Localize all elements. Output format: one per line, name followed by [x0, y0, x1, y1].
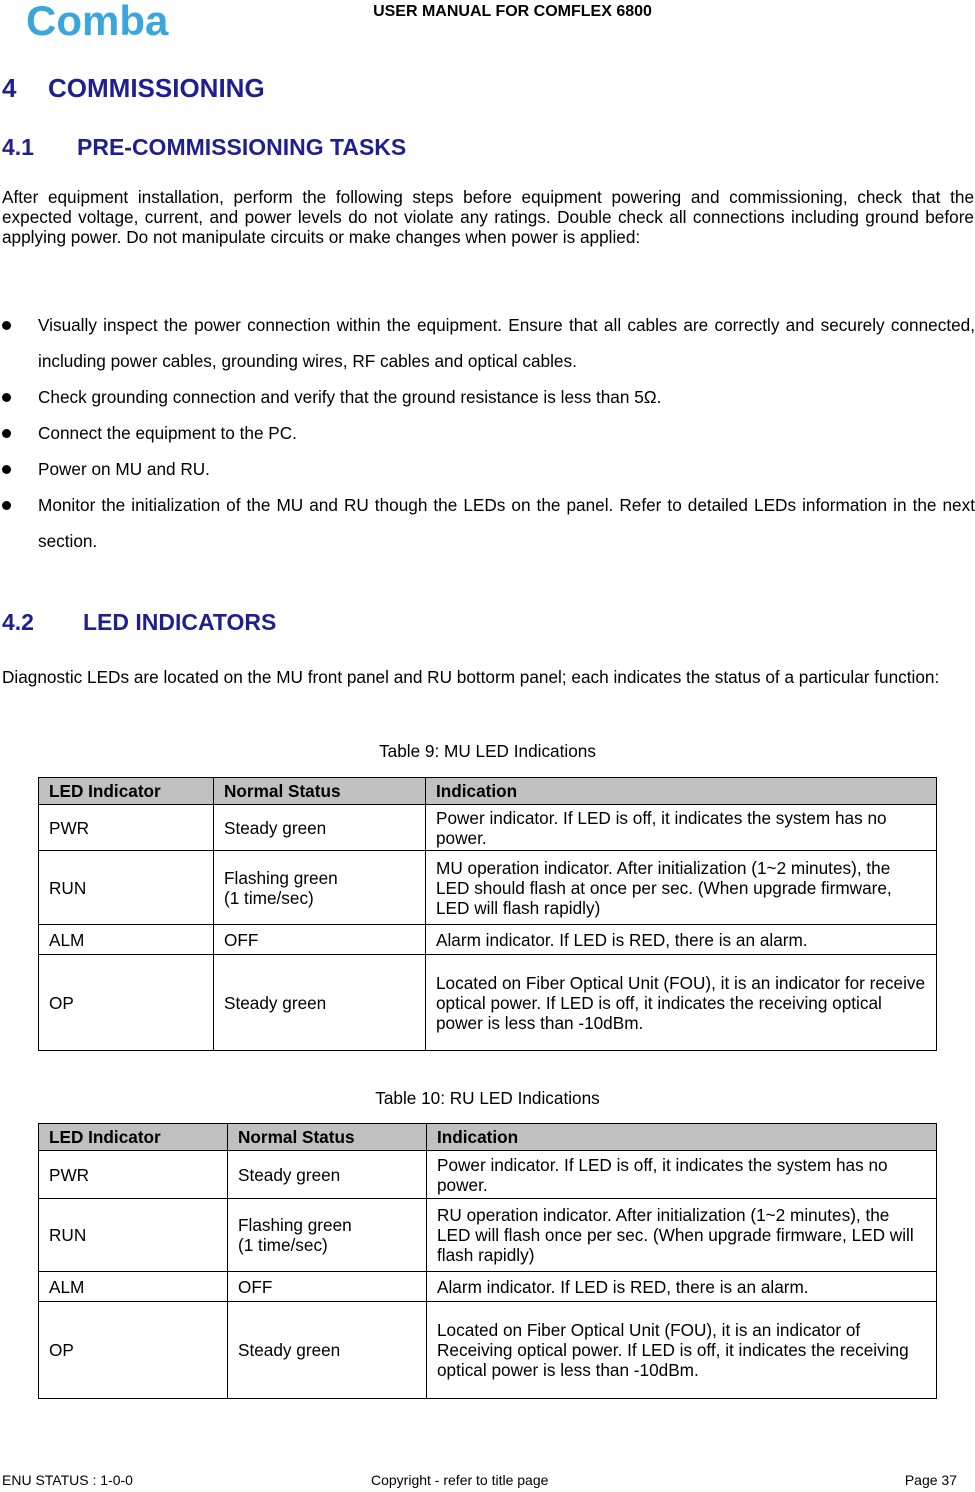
column-header-led: LED Indicator: [39, 778, 214, 805]
subsection-number: 4.2: [2, 609, 34, 635]
list-item: [0, 487, 975, 559]
ru-table-caption: Table 10: RU LED Indications: [375, 1088, 600, 1108]
cell-status: Flashing green (1 time/sec): [214, 851, 426, 925]
column-header-led: LED Indicator: [39, 1124, 228, 1151]
table-row: [39, 955, 937, 1051]
mu-table-caption: Table 9: MU LED Indications: [379, 741, 596, 761]
section-number: 4: [2, 73, 17, 103]
list-item-text: Monitor the initialization of the MU and RU though the LEDs on the panel. Refer to detailed LEDs information in the next section.: [38, 495, 975, 551]
ru-led-table: [38, 1123, 937, 1399]
pre-commissioning-intro: After equipment installation, perform the following steps before equipment powering and commissioning, check that the expected voltage, current, and power levels do not violate any ratings. Double check all connections including ground before applying power. Do not manipulate circuits or make changes when power is applied:: [2, 187, 974, 247]
column-header-indication: Indication: [427, 1124, 937, 1151]
list-item: [0, 415, 975, 451]
footer-copyright: Copyright - refer to title page: [371, 1472, 549, 1488]
list-item-text: Connect the equipment to the PC.: [38, 423, 297, 443]
bullet-icon: [2, 321, 11, 330]
cell-status: Flashing green (1 time/sec): [228, 1199, 427, 1272]
cell-led: ALM: [39, 925, 214, 955]
cell-status: OFF: [214, 925, 426, 955]
mu-led-table: [38, 777, 937, 1051]
cell-led: PWR: [39, 1151, 228, 1199]
cell-indication: MU operation indicator. After initialization (1~2 minutes), the LED should flash at once per sec. (When upgrade firmware, LED will flash rapidly): [426, 851, 937, 925]
bullet-icon: [2, 393, 11, 402]
list-item: [0, 379, 975, 415]
table-header-row: [39, 778, 937, 805]
cell-indication: Located on Fiber Optical Unit (FOU), it is an indicator for receive optical power. If LED is off, it indicates the receiving optical power is less than -10dBm.: [426, 955, 937, 1051]
table-row: [39, 1199, 937, 1272]
section-title: COMMISSIONING: [48, 73, 265, 103]
bullet-icon: [2, 501, 11, 510]
list-item: [0, 451, 975, 487]
table-row: [39, 1272, 937, 1302]
document-title: USER MANUAL FOR COMFLEX 6800: [373, 3, 652, 20]
cell-led: OP: [39, 1302, 228, 1399]
cell-status: Steady green: [228, 1151, 427, 1199]
cell-led: OP: [39, 955, 214, 1051]
cell-indication: RU operation indicator. After initialization (1~2 minutes), the LED will flash once per sec. (When upgrade firmware, LED will flash rapidly): [427, 1199, 937, 1272]
cell-led: RUN: [39, 1199, 228, 1272]
subsection-title: PRE-COMMISSIONING TASKS: [77, 134, 407, 160]
cell-led: ALM: [39, 1272, 228, 1302]
cell-indication: Alarm indicator. If LED is RED, there is an alarm.: [426, 925, 937, 955]
cell-led: PWR: [39, 805, 214, 851]
table-row: [39, 1302, 937, 1399]
list-item-text: Check grounding connection and verify that the ground resistance is less than 5Ω.: [38, 387, 662, 407]
cell-led: RUN: [39, 851, 214, 925]
subsection-title: LED INDICATORS: [83, 609, 277, 635]
cell-status: OFF: [228, 1272, 427, 1302]
subsection-heading-led-indicators: [2, 609, 276, 636]
list-item: [0, 307, 975, 379]
cell-indication: Power indicator. If LED is off, it indicates the system has no power.: [426, 805, 937, 851]
bullet-icon: [2, 465, 11, 474]
column-header-status: Normal Status: [228, 1124, 427, 1151]
logo-text: Comba: [26, 2, 169, 42]
table-header-row: [39, 1124, 937, 1151]
bullet-icon: [2, 429, 11, 438]
table-row: [39, 1151, 937, 1199]
footer-status: ENU STATUS : 1-0-0: [2, 1472, 133, 1488]
subsection-heading-pre-commissioning: [2, 134, 406, 161]
table-row: [39, 851, 937, 925]
cell-status: Steady green: [214, 955, 426, 1051]
led-indicators-intro: Diagnostic LEDs are located on the MU front panel and RU bottorm panel; each indicates the status of a particular function:: [2, 667, 940, 687]
cell-indication: Alarm indicator. If LED is RED, there is an alarm.: [427, 1272, 937, 1302]
pre-commissioning-steps: [0, 307, 975, 559]
list-item-text: Visually inspect the power connection within the equipment. Ensure that all cables are correctly and securely connected, including power cables, grounding wires, RF cables and optical cables.: [38, 315, 975, 371]
column-header-indication: Indication: [426, 778, 937, 805]
subsection-number: 4.1: [2, 134, 34, 160]
cell-status: Steady green: [214, 805, 426, 851]
table-row: [39, 805, 937, 851]
column-header-status: Normal Status: [214, 778, 426, 805]
list-item-text: Power on MU and RU.: [38, 459, 210, 479]
cell-indication: Power indicator. If LED is off, it indicates the system has no power.: [427, 1151, 937, 1199]
section-heading: [2, 73, 265, 104]
footer-page-number: Page 37: [904, 1472, 957, 1488]
cell-status: Steady green: [228, 1302, 427, 1399]
table-row: [39, 925, 937, 955]
cell-indication: Located on Fiber Optical Unit (FOU), it is an indicator of Receiving optical power. If LED is off, it indicates the receiving optical power is less than -10dBm.: [427, 1302, 937, 1399]
